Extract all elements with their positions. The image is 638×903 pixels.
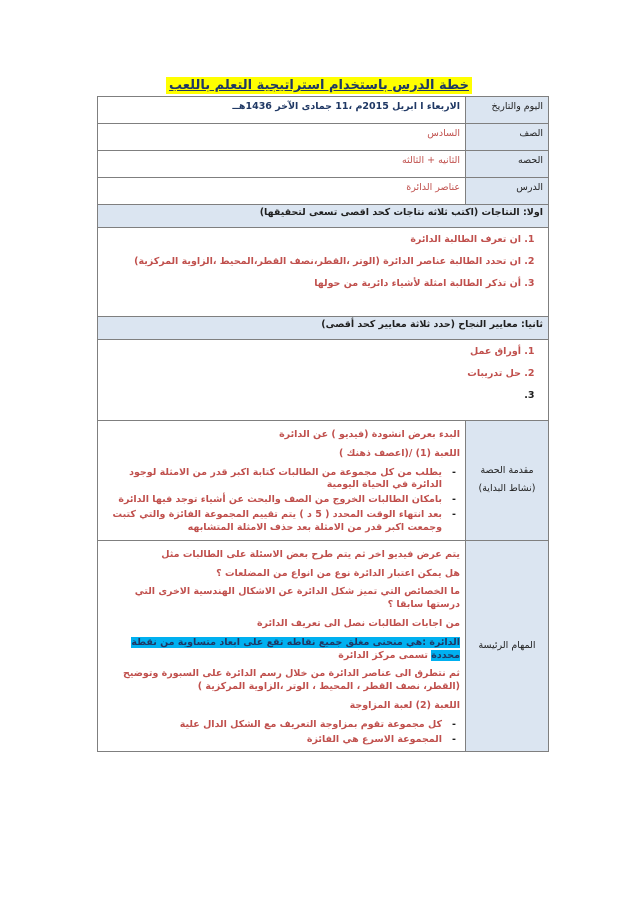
document-title: خطة الدرس باستخدام استراتيجية التعلم باللعب [166,77,472,94]
outcomes-row [98,228,549,317]
intro-label-line: (نشاط البداية) [478,483,536,495]
info-row-period [98,151,549,178]
intro-line: البدء بعرض انشودة (فيديو ) عن الدائرة [279,429,460,440]
outcomes-header: اولا: النتاجات (اكتب ثلاثه نتاجات كحد اقصى تسعى لتحقيقها) [98,205,549,228]
outcome-item: 1. ان تعرف الطالبة الدائرة [103,234,521,247]
criteria-item: 2. حل تدريبات [103,368,521,381]
intro-bullets [103,467,460,535]
intro-bullet: - بامكان الطالبات الخروج من الصف والبحث عن أشياء توجد فيها الدائرة [103,494,442,507]
info-value: الاربعاء ا ابريل 2015م ،11 جمادى الآخر 1436هــ [98,97,466,124]
definition-rest: تسمى مركز الدائرة [338,649,428,661]
info-value: السادس [98,124,466,151]
intro-bullet: - بعد انتهاء الوقت المحدد ( 5 د ) يتم تقييم المجموعة الفائزة والتي كتبت وجمعت اكبر قدر من الامثلة بعد حذف الامثلة المتشابهه [103,509,442,535]
info-row-date [98,97,549,124]
criteria-item [103,390,521,403]
info-value: عناصر الدائرة [98,178,466,205]
outcome-item: 2. ان تحدد الطالبة عناصر الدائرة (الوتر ،القطر،نصف القطر،المحيط ،الزاوية المركزية) [103,256,521,269]
main-bullet: - كل مجموعة تقوم بمزاوجة التعريف مع الشكل الدال علية [103,719,442,732]
criteria-cell [98,340,549,421]
main-bullets [103,719,460,747]
intro-content [98,421,466,541]
info-label: اليوم والتاريخ [466,97,549,124]
outcomes-list [103,234,543,290]
main-paragraph: ثم نتطرق الى عناصر الدائرة من خلال رسم الدائرة على السبورة وتوضيح (القطر، نصف القطر ، المحيط ، الوتر ،الزاوية المركزية ) [123,668,460,693]
lesson-plan-table [97,96,549,752]
intro-label-line: مقدمة الحصة [480,464,534,476]
criteria-item: 1. أوراق عمل [103,346,521,359]
main-tasks-label: المهام الرئيسة [466,540,549,752]
circle-definition [103,637,460,663]
definition-highlight: الدائرة :هي منحنى مغلق جميع نقاطه تقع على ابعاد متساوية من نقطة محددة [131,636,460,661]
criteria-header: ثانيا: معايير النجاح (حدد ثلاثة معايير كحد أقصى) [98,317,549,340]
main-paragraph: ما الخصائص التي تميز شكل الدائرة عن الاشكال الهندسية الاخرى التي درستها سابقا ؟ [134,586,460,611]
main-paragraph: هل يمكن اعتبار الدائرة نوع من انواع من المضلعات ؟ [216,567,460,579]
outcome-item: 3. أن تذكر الطالبة امثلة لأشياء دائرية من حولها [103,278,521,291]
criteria-header-row [98,317,549,340]
main-paragraph: يتم عرض فيديو اخر ثم يتم طرح بعض الاسئلة على الطالبات مثل [161,548,460,560]
main-tasks-row [98,540,549,752]
outcomes-header-row [98,205,549,228]
title-container [0,74,638,94]
info-value: الثانيه + الثالثه [98,151,466,178]
intro-bullet: - يطلب من كل مجموعة من الطالبات كتابة اكبر قدر من الامثلة لوجود الدائرة في الحياة اليومية [103,467,442,493]
intro-line: اللعبة (1) /(اعصف ذهنك ) [338,447,460,459]
criteria-row [98,340,549,421]
main-bullet: - المجموعة الاسرع هي الفائزة [103,734,442,747]
info-row-lesson [98,178,549,205]
criteria-list [103,346,543,402]
info-row-grade [98,124,549,151]
main-paragraph: اللعبة (2) لعبة المزاوجة [349,700,460,711]
outcomes-cell [98,228,549,317]
main-tasks-content [98,540,466,752]
info-label: الحصه [466,151,549,178]
intro-row [98,421,549,541]
info-label: الصف [466,124,549,151]
info-label: الدرس [466,178,549,205]
intro-label [466,421,549,541]
main-paragraph: من اجابات الطالبات نصل الى تعريف الدائرة [256,617,460,629]
